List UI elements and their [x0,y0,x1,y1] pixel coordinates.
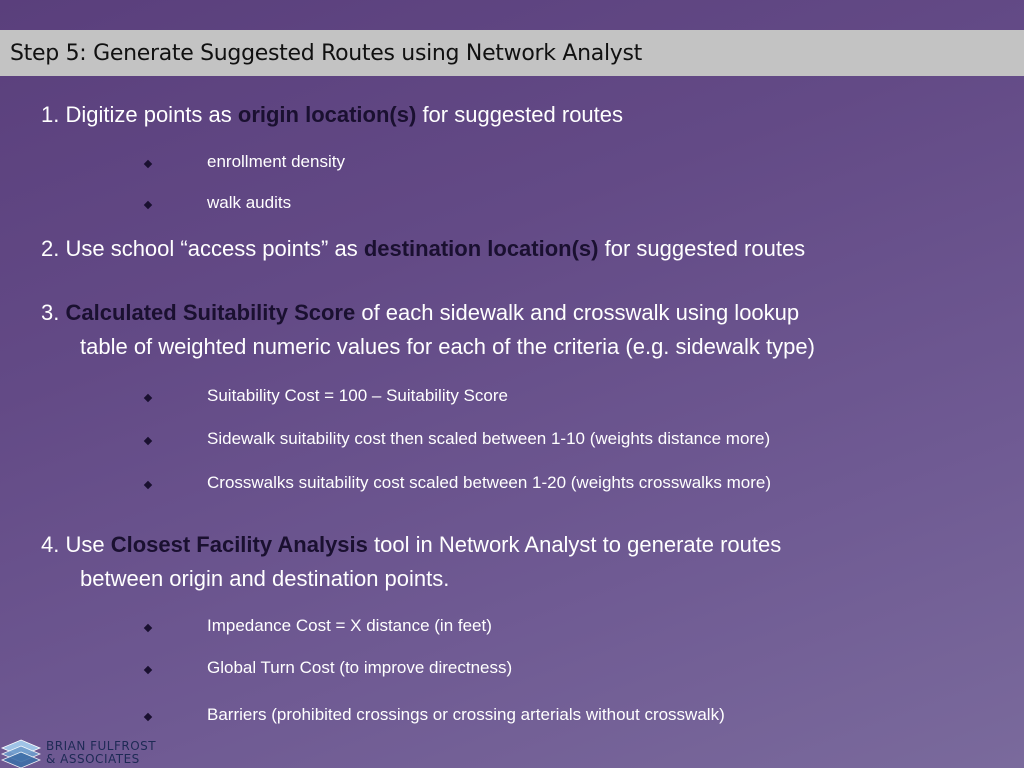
item-2-prefix: 2. Use school “access points” as [41,236,364,261]
stacked-layers-icon [0,738,42,768]
item-1-suffix: for suggested routes [416,102,624,127]
diamond-bullet-icon [144,713,152,721]
bullet-text: walk audits [207,193,292,212]
item-4-prefix: 4. Use [41,532,111,557]
slide-title-bar [0,30,1024,76]
bullet-text: Global Turn Cost (to improve directness) [207,658,513,677]
bullet-text: Barriers (prohibited crossings or crossing arterials without crosswalk) [207,705,725,724]
item-1 [41,98,623,132]
item-1-prefix: 1. Digitize points as [41,102,238,127]
company-logo [0,738,200,768]
item-4-continuation: between origin and destination points. [80,566,450,591]
diamond-bullet-icon [144,624,152,632]
item-4-highlight: Closest Facility Analysis [110,532,368,557]
diamond-bullet-icon [144,481,152,489]
item-2-suffix: for suggested routes [598,236,806,261]
diamond-bullet-icon [144,437,152,445]
logo-line-1: BRIAN FULFROST [46,739,157,753]
diamond-bullet-icon [144,666,152,674]
slide-title: Step 5: Generate Suggested Routes using Network Analyst [10,40,642,66]
bullet-text: Impedance Cost = X distance (in feet) [207,616,492,635]
logo-line-2: & ASSOCIATES [46,752,140,766]
item-3-suffix: of each sidewalk and crosswalk using lookup [355,300,800,325]
item-4-suffix: tool in Network Analyst to generate routes [367,532,782,557]
item-3 [41,296,799,330]
item-2-highlight: destination location(s) [363,236,599,261]
bullet-text: Suitability Cost = 100 – Suitability Score [207,386,508,405]
item-1-highlight: origin location(s) [237,102,417,127]
diamond-bullet-icon [144,201,152,209]
item-2 [41,232,805,266]
diamond-bullet-icon [144,394,152,402]
bullet-text: enrollment density [207,152,345,171]
item-3-highlight: Calculated Suitability Score [65,300,356,325]
item-3-prefix: 3. [41,300,66,325]
diamond-bullet-icon [144,160,152,168]
bullet-text: Sidewalk suitability cost then scaled between 1-10 (weights distance more) [207,429,771,448]
bullet-text: Crosswalks suitability cost scaled between 1-20 (weights crosswalks more) [207,473,772,492]
item-4 [41,528,781,562]
item-3-continuation: table of weighted numeric values for each of the criteria (e.g. sidewalk type) [80,334,815,359]
